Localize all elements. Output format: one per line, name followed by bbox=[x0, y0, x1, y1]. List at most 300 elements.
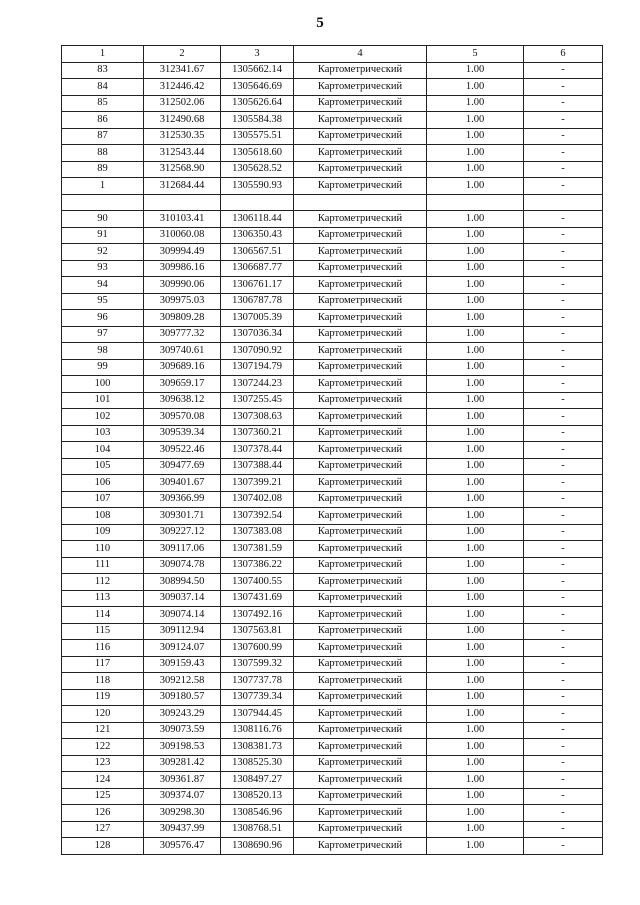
table-cell: 1.00 bbox=[427, 62, 524, 79]
table-cell: 309227.12 bbox=[144, 524, 221, 541]
table-cell: Картометрический bbox=[294, 772, 427, 789]
table-cell: 1.00 bbox=[427, 788, 524, 805]
table-cell: 1307392.54 bbox=[221, 508, 294, 525]
table-cell: 1.00 bbox=[427, 442, 524, 459]
table-cell: Картометрический bbox=[294, 557, 427, 574]
header-cell: 6 bbox=[524, 46, 603, 63]
table-cell: 312446.42 bbox=[144, 79, 221, 96]
table-cell: Картометрический bbox=[294, 79, 427, 96]
table-row bbox=[62, 227, 603, 244]
table-cell: Картометрический bbox=[294, 788, 427, 805]
table-cell: 309124.07 bbox=[144, 640, 221, 657]
table-row bbox=[62, 722, 603, 739]
table-cell: Картометрический bbox=[294, 689, 427, 706]
table-cell: 1307005.39 bbox=[221, 310, 294, 327]
table-cell: 308994.50 bbox=[144, 574, 221, 591]
table-cell bbox=[144, 194, 221, 211]
table-cell: 309301.71 bbox=[144, 508, 221, 525]
table-cell: 309809.28 bbox=[144, 310, 221, 327]
table-cell: Картометрический bbox=[294, 260, 427, 277]
table-row bbox=[62, 161, 603, 178]
table-cell: 1.00 bbox=[427, 161, 524, 178]
table-cell: 1.00 bbox=[427, 145, 524, 162]
table-cell: 1305618.60 bbox=[221, 145, 294, 162]
table-cell: 115 bbox=[62, 623, 144, 640]
table-cell: 123 bbox=[62, 755, 144, 772]
table-cell: - bbox=[524, 706, 603, 723]
table-cell: 1305628.52 bbox=[221, 161, 294, 178]
table-row bbox=[62, 574, 603, 591]
table-cell: 309401.67 bbox=[144, 475, 221, 492]
table-cell: 1307381.59 bbox=[221, 541, 294, 558]
table-cell: - bbox=[524, 425, 603, 442]
table-cell: 309437.99 bbox=[144, 821, 221, 838]
table-cell: - bbox=[524, 640, 603, 657]
table-row bbox=[62, 788, 603, 805]
table-cell: 1307388.44 bbox=[221, 458, 294, 475]
table-row bbox=[62, 755, 603, 772]
table-cell: 1.00 bbox=[427, 557, 524, 574]
table-cell: 1.00 bbox=[427, 425, 524, 442]
table-cell: 118 bbox=[62, 673, 144, 690]
table-cell: 1.00 bbox=[427, 112, 524, 129]
table-cell: 309638.12 bbox=[144, 392, 221, 409]
table-cell: Картометрический bbox=[294, 623, 427, 640]
table-row bbox=[62, 145, 603, 162]
table-cell: 128 bbox=[62, 838, 144, 855]
table-cell: 1307563.81 bbox=[221, 623, 294, 640]
table-cell: 1307194.79 bbox=[221, 359, 294, 376]
table-cell: 1.00 bbox=[427, 211, 524, 228]
table-row bbox=[62, 557, 603, 574]
table-cell: - bbox=[524, 392, 603, 409]
table-cell: 312568.90 bbox=[144, 161, 221, 178]
table-cell: Картометрический bbox=[294, 640, 427, 657]
table-cell: 103 bbox=[62, 425, 144, 442]
table-cell: - bbox=[524, 475, 603, 492]
table-cell: Картометрический bbox=[294, 409, 427, 426]
table-cell: - bbox=[524, 524, 603, 541]
table-cell: 1.00 bbox=[427, 79, 524, 96]
table-cell: 92 bbox=[62, 244, 144, 261]
table-cell: 312684.44 bbox=[144, 178, 221, 195]
table-cell: Картометрический bbox=[294, 590, 427, 607]
table-cell: Картометрический bbox=[294, 821, 427, 838]
table-row bbox=[62, 359, 603, 376]
table-row bbox=[62, 293, 603, 310]
header-row bbox=[62, 46, 603, 63]
table-cell: 1306787.78 bbox=[221, 293, 294, 310]
table-cell: Картометрический bbox=[294, 310, 427, 327]
table-cell: 100 bbox=[62, 376, 144, 393]
table-cell: 1308690.96 bbox=[221, 838, 294, 855]
table-cell: - bbox=[524, 821, 603, 838]
table-cell: - bbox=[524, 62, 603, 79]
table-row bbox=[62, 244, 603, 261]
table-cell: 83 bbox=[62, 62, 144, 79]
table-cell bbox=[294, 194, 427, 211]
table-cell: Картометрический bbox=[294, 376, 427, 393]
table-cell: 309366.99 bbox=[144, 491, 221, 508]
table-cell: 1.00 bbox=[427, 541, 524, 558]
table-cell: 312341.67 bbox=[144, 62, 221, 79]
table-cell: - bbox=[524, 79, 603, 96]
table-cell: - bbox=[524, 491, 603, 508]
table-cell: 1.00 bbox=[427, 623, 524, 640]
table-cell: 90 bbox=[62, 211, 144, 228]
table-cell: Картометрический bbox=[294, 128, 427, 145]
table-cell: 113 bbox=[62, 590, 144, 607]
table-cell: 111 bbox=[62, 557, 144, 574]
table-cell: Картометрический bbox=[294, 62, 427, 79]
table-cell: Картометрический bbox=[294, 277, 427, 294]
table-cell: Картометрический bbox=[294, 607, 427, 624]
table-cell: 104 bbox=[62, 442, 144, 459]
table-cell: 1.00 bbox=[427, 722, 524, 739]
table-row bbox=[62, 194, 603, 211]
table-cell: 109 bbox=[62, 524, 144, 541]
table-cell: 1.00 bbox=[427, 293, 524, 310]
table-cell: 1307378.44 bbox=[221, 442, 294, 459]
table-cell: 309159.43 bbox=[144, 656, 221, 673]
header-cell: 1 bbox=[62, 46, 144, 63]
table-cell: 1.00 bbox=[427, 590, 524, 607]
table-cell: 309975.03 bbox=[144, 293, 221, 310]
table-cell: 1.00 bbox=[427, 227, 524, 244]
table-row bbox=[62, 689, 603, 706]
table-cell: - bbox=[524, 590, 603, 607]
table-cell: 99 bbox=[62, 359, 144, 376]
table-cell: 1.00 bbox=[427, 128, 524, 145]
table-cell: 1307255.45 bbox=[221, 392, 294, 409]
table-cell: 1.00 bbox=[427, 755, 524, 772]
table-cell: - bbox=[524, 508, 603, 525]
table-cell: 112 bbox=[62, 574, 144, 591]
table-cell: 312543.44 bbox=[144, 145, 221, 162]
table-row bbox=[62, 112, 603, 129]
table-cell: Картометрический bbox=[294, 326, 427, 343]
table-cell: 1.00 bbox=[427, 821, 524, 838]
page-number: 5 bbox=[316, 15, 324, 31]
table-row bbox=[62, 491, 603, 508]
table-cell: Картометрический bbox=[294, 211, 427, 228]
table-cell: 1307739.34 bbox=[221, 689, 294, 706]
table-cell: 1308497.27 bbox=[221, 772, 294, 789]
table-row bbox=[62, 260, 603, 277]
table-cell: 84 bbox=[62, 79, 144, 96]
table-cell: Картометрический bbox=[294, 508, 427, 525]
table-cell: Картометрический bbox=[294, 359, 427, 376]
table-cell: - bbox=[524, 310, 603, 327]
table-cell: 1305626.64 bbox=[221, 95, 294, 112]
table-cell: 87 bbox=[62, 128, 144, 145]
table-row bbox=[62, 838, 603, 855]
table-cell: 119 bbox=[62, 689, 144, 706]
header-cell: 4 bbox=[294, 46, 427, 63]
table-row bbox=[62, 607, 603, 624]
table-cell: 309689.16 bbox=[144, 359, 221, 376]
table-cell: 1307244.23 bbox=[221, 376, 294, 393]
table-cell: Картометрический bbox=[294, 392, 427, 409]
table-cell: 1307386.22 bbox=[221, 557, 294, 574]
table-cell: 1306687.77 bbox=[221, 260, 294, 277]
table-cell: 1307737.78 bbox=[221, 673, 294, 690]
table-cell: 1307492.16 bbox=[221, 607, 294, 624]
table-cell: - bbox=[524, 326, 603, 343]
table-cell bbox=[221, 194, 294, 211]
table-cell: - bbox=[524, 673, 603, 690]
table-cell: 114 bbox=[62, 607, 144, 624]
table-cell: 126 bbox=[62, 805, 144, 822]
table-cell: Картометрический bbox=[294, 178, 427, 195]
table-cell: 1.00 bbox=[427, 260, 524, 277]
table-cell: Картометрический bbox=[294, 161, 427, 178]
table-cell: 89 bbox=[62, 161, 144, 178]
table-cell: 1.00 bbox=[427, 95, 524, 112]
table-cell: 93 bbox=[62, 260, 144, 277]
table-row bbox=[62, 475, 603, 492]
table-cell: 97 bbox=[62, 326, 144, 343]
table-cell: 309180.57 bbox=[144, 689, 221, 706]
table-cell: 1308381.73 bbox=[221, 739, 294, 756]
table-cell: 91 bbox=[62, 227, 144, 244]
table-cell: 1.00 bbox=[427, 739, 524, 756]
table-cell: 122 bbox=[62, 739, 144, 756]
table-row bbox=[62, 211, 603, 228]
table-cell: 94 bbox=[62, 277, 144, 294]
table-cell: 309212.58 bbox=[144, 673, 221, 690]
table-cell: 1.00 bbox=[427, 640, 524, 657]
table-cell: 1307400.55 bbox=[221, 574, 294, 591]
table-cell: 1.00 bbox=[427, 376, 524, 393]
table-cell: 1.00 bbox=[427, 475, 524, 492]
table-cell: 116 bbox=[62, 640, 144, 657]
table-cell: 1306567.51 bbox=[221, 244, 294, 261]
table-cell: 102 bbox=[62, 409, 144, 426]
table-cell: 1307402.08 bbox=[221, 491, 294, 508]
table-cell: 105 bbox=[62, 458, 144, 475]
table-cell: 309298.30 bbox=[144, 805, 221, 822]
table-cell: 1307383.08 bbox=[221, 524, 294, 541]
table-cell: 309198.53 bbox=[144, 739, 221, 756]
table-cell: 309777.32 bbox=[144, 326, 221, 343]
table-row bbox=[62, 425, 603, 442]
table-cell: 107 bbox=[62, 491, 144, 508]
table-cell: - bbox=[524, 656, 603, 673]
table-cell: Картометрический bbox=[294, 574, 427, 591]
table-row bbox=[62, 706, 603, 723]
table-cell: 309243.29 bbox=[144, 706, 221, 723]
table-cell: 1308520.13 bbox=[221, 788, 294, 805]
header-cell: 2 bbox=[144, 46, 221, 63]
table-cell: Картометрический bbox=[294, 541, 427, 558]
table-cell: 1308525.30 bbox=[221, 755, 294, 772]
table-cell: 1.00 bbox=[427, 656, 524, 673]
table-cell: Картометрический bbox=[294, 805, 427, 822]
table-cell: 1.00 bbox=[427, 574, 524, 591]
table-cell: 309074.14 bbox=[144, 607, 221, 624]
table-cell: 310060.08 bbox=[144, 227, 221, 244]
table-cell: 1306350.43 bbox=[221, 227, 294, 244]
table-row bbox=[62, 79, 603, 96]
table-cell: Картометрический bbox=[294, 739, 427, 756]
table-cell bbox=[427, 194, 524, 211]
table-cell: - bbox=[524, 145, 603, 162]
table-cell: 309576.47 bbox=[144, 838, 221, 855]
table-cell: 101 bbox=[62, 392, 144, 409]
table-cell: 309570.08 bbox=[144, 409, 221, 426]
table-row bbox=[62, 442, 603, 459]
table-cell: Картометрический bbox=[294, 524, 427, 541]
table-cell bbox=[524, 194, 603, 211]
table-cell: 312490.68 bbox=[144, 112, 221, 129]
table-cell: - bbox=[524, 293, 603, 310]
table-cell: 1306761.17 bbox=[221, 277, 294, 294]
table-cell: 120 bbox=[62, 706, 144, 723]
table-cell: 1.00 bbox=[427, 805, 524, 822]
table-cell: - bbox=[524, 227, 603, 244]
table-cell: - bbox=[524, 260, 603, 277]
table-row bbox=[62, 392, 603, 409]
table-cell: 106 bbox=[62, 475, 144, 492]
table-cell: 121 bbox=[62, 722, 144, 739]
table-cell: 1307600.99 bbox=[221, 640, 294, 657]
table-cell: 309281.42 bbox=[144, 755, 221, 772]
table-cell: 124 bbox=[62, 772, 144, 789]
table-row bbox=[62, 524, 603, 541]
table-cell: 1305575.51 bbox=[221, 128, 294, 145]
table-cell: 1305662.14 bbox=[221, 62, 294, 79]
table-cell: - bbox=[524, 689, 603, 706]
table-cell: 1.00 bbox=[427, 244, 524, 261]
table-cell: - bbox=[524, 623, 603, 640]
table-cell: 1308546.96 bbox=[221, 805, 294, 822]
table-cell: 312502.06 bbox=[144, 95, 221, 112]
table-cell: 309374.07 bbox=[144, 788, 221, 805]
table-cell: - bbox=[524, 755, 603, 772]
table-row bbox=[62, 821, 603, 838]
table-cell: Картометрический bbox=[294, 838, 427, 855]
table-cell: Картометрический bbox=[294, 491, 427, 508]
table-row bbox=[62, 178, 603, 195]
table-cell: - bbox=[524, 112, 603, 129]
table-cell: 1.00 bbox=[427, 310, 524, 327]
table-cell: 1.00 bbox=[427, 458, 524, 475]
table-cell: Картометрический bbox=[294, 95, 427, 112]
table-cell: 1307399.21 bbox=[221, 475, 294, 492]
table-row bbox=[62, 409, 603, 426]
table-cell: 309659.17 bbox=[144, 376, 221, 393]
table-cell: 1.00 bbox=[427, 706, 524, 723]
table-cell: 117 bbox=[62, 656, 144, 673]
table-cell: 309994.49 bbox=[144, 244, 221, 261]
table-cell: - bbox=[524, 442, 603, 459]
table-cell: - bbox=[524, 161, 603, 178]
table-cell: - bbox=[524, 722, 603, 739]
table-cell: Картометрический bbox=[294, 112, 427, 129]
coordinates-table bbox=[61, 45, 603, 855]
table-cell: 110 bbox=[62, 541, 144, 558]
table-cell bbox=[62, 194, 144, 211]
table-cell: 1307944.45 bbox=[221, 706, 294, 723]
table-row bbox=[62, 62, 603, 79]
table-row bbox=[62, 805, 603, 822]
table-cell: - bbox=[524, 739, 603, 756]
table-cell: Картометрический bbox=[294, 293, 427, 310]
table-cell: - bbox=[524, 838, 603, 855]
table-row bbox=[62, 277, 603, 294]
table-cell: 1.00 bbox=[427, 326, 524, 343]
table-cell: 108 bbox=[62, 508, 144, 525]
table-cell: 1305584.38 bbox=[221, 112, 294, 129]
table-cell: - bbox=[524, 409, 603, 426]
table-cell: 309073.59 bbox=[144, 722, 221, 739]
table-cell: 309037.14 bbox=[144, 590, 221, 607]
table-row bbox=[62, 623, 603, 640]
table-row bbox=[62, 128, 603, 145]
table-cell: - bbox=[524, 359, 603, 376]
table-cell: - bbox=[524, 376, 603, 393]
table-cell: 88 bbox=[62, 145, 144, 162]
table-cell: - bbox=[524, 277, 603, 294]
table-row bbox=[62, 310, 603, 327]
table-cell: 125 bbox=[62, 788, 144, 805]
table-cell: Картометрический bbox=[294, 458, 427, 475]
table-row bbox=[62, 541, 603, 558]
table-header bbox=[62, 46, 603, 63]
table-row bbox=[62, 673, 603, 690]
table-cell: - bbox=[524, 557, 603, 574]
table-cell: 1.00 bbox=[427, 524, 524, 541]
table-cell: 86 bbox=[62, 112, 144, 129]
table-cell: 1.00 bbox=[427, 838, 524, 855]
table-cell: 309477.69 bbox=[144, 458, 221, 475]
table-cell: 309117.06 bbox=[144, 541, 221, 558]
table-cell: - bbox=[524, 805, 603, 822]
table-cell: 1.00 bbox=[427, 772, 524, 789]
table-cell: Картометрический bbox=[294, 673, 427, 690]
table-cell: 1307360.21 bbox=[221, 425, 294, 442]
table-row bbox=[62, 95, 603, 112]
table-cell: 98 bbox=[62, 343, 144, 360]
table-cell: 309112.94 bbox=[144, 623, 221, 640]
table-cell: Картометрический bbox=[294, 145, 427, 162]
table-cell: - bbox=[524, 458, 603, 475]
table-row bbox=[62, 590, 603, 607]
table-cell: 309986.16 bbox=[144, 260, 221, 277]
table-cell: Картометрический bbox=[294, 442, 427, 459]
table-cell: 1.00 bbox=[427, 392, 524, 409]
table-row bbox=[62, 739, 603, 756]
table-cell: 309539.34 bbox=[144, 425, 221, 442]
table-cell: - bbox=[524, 574, 603, 591]
table-cell: Картометрический bbox=[294, 244, 427, 261]
table-cell: 1306118.44 bbox=[221, 211, 294, 228]
table-body bbox=[62, 62, 603, 854]
table-cell: - bbox=[524, 95, 603, 112]
table-cell: 1307308.63 bbox=[221, 409, 294, 426]
table-cell: 1.00 bbox=[427, 508, 524, 525]
table-cell: - bbox=[524, 343, 603, 360]
table-cell: Картометрический bbox=[294, 656, 427, 673]
table-cell: 309740.61 bbox=[144, 343, 221, 360]
table-cell: 1308116.76 bbox=[221, 722, 294, 739]
table-cell: 1.00 bbox=[427, 673, 524, 690]
table-cell: 1307431.69 bbox=[221, 590, 294, 607]
header-cell: 5 bbox=[427, 46, 524, 63]
table-cell: - bbox=[524, 244, 603, 261]
table-cell: Картометрический bbox=[294, 722, 427, 739]
